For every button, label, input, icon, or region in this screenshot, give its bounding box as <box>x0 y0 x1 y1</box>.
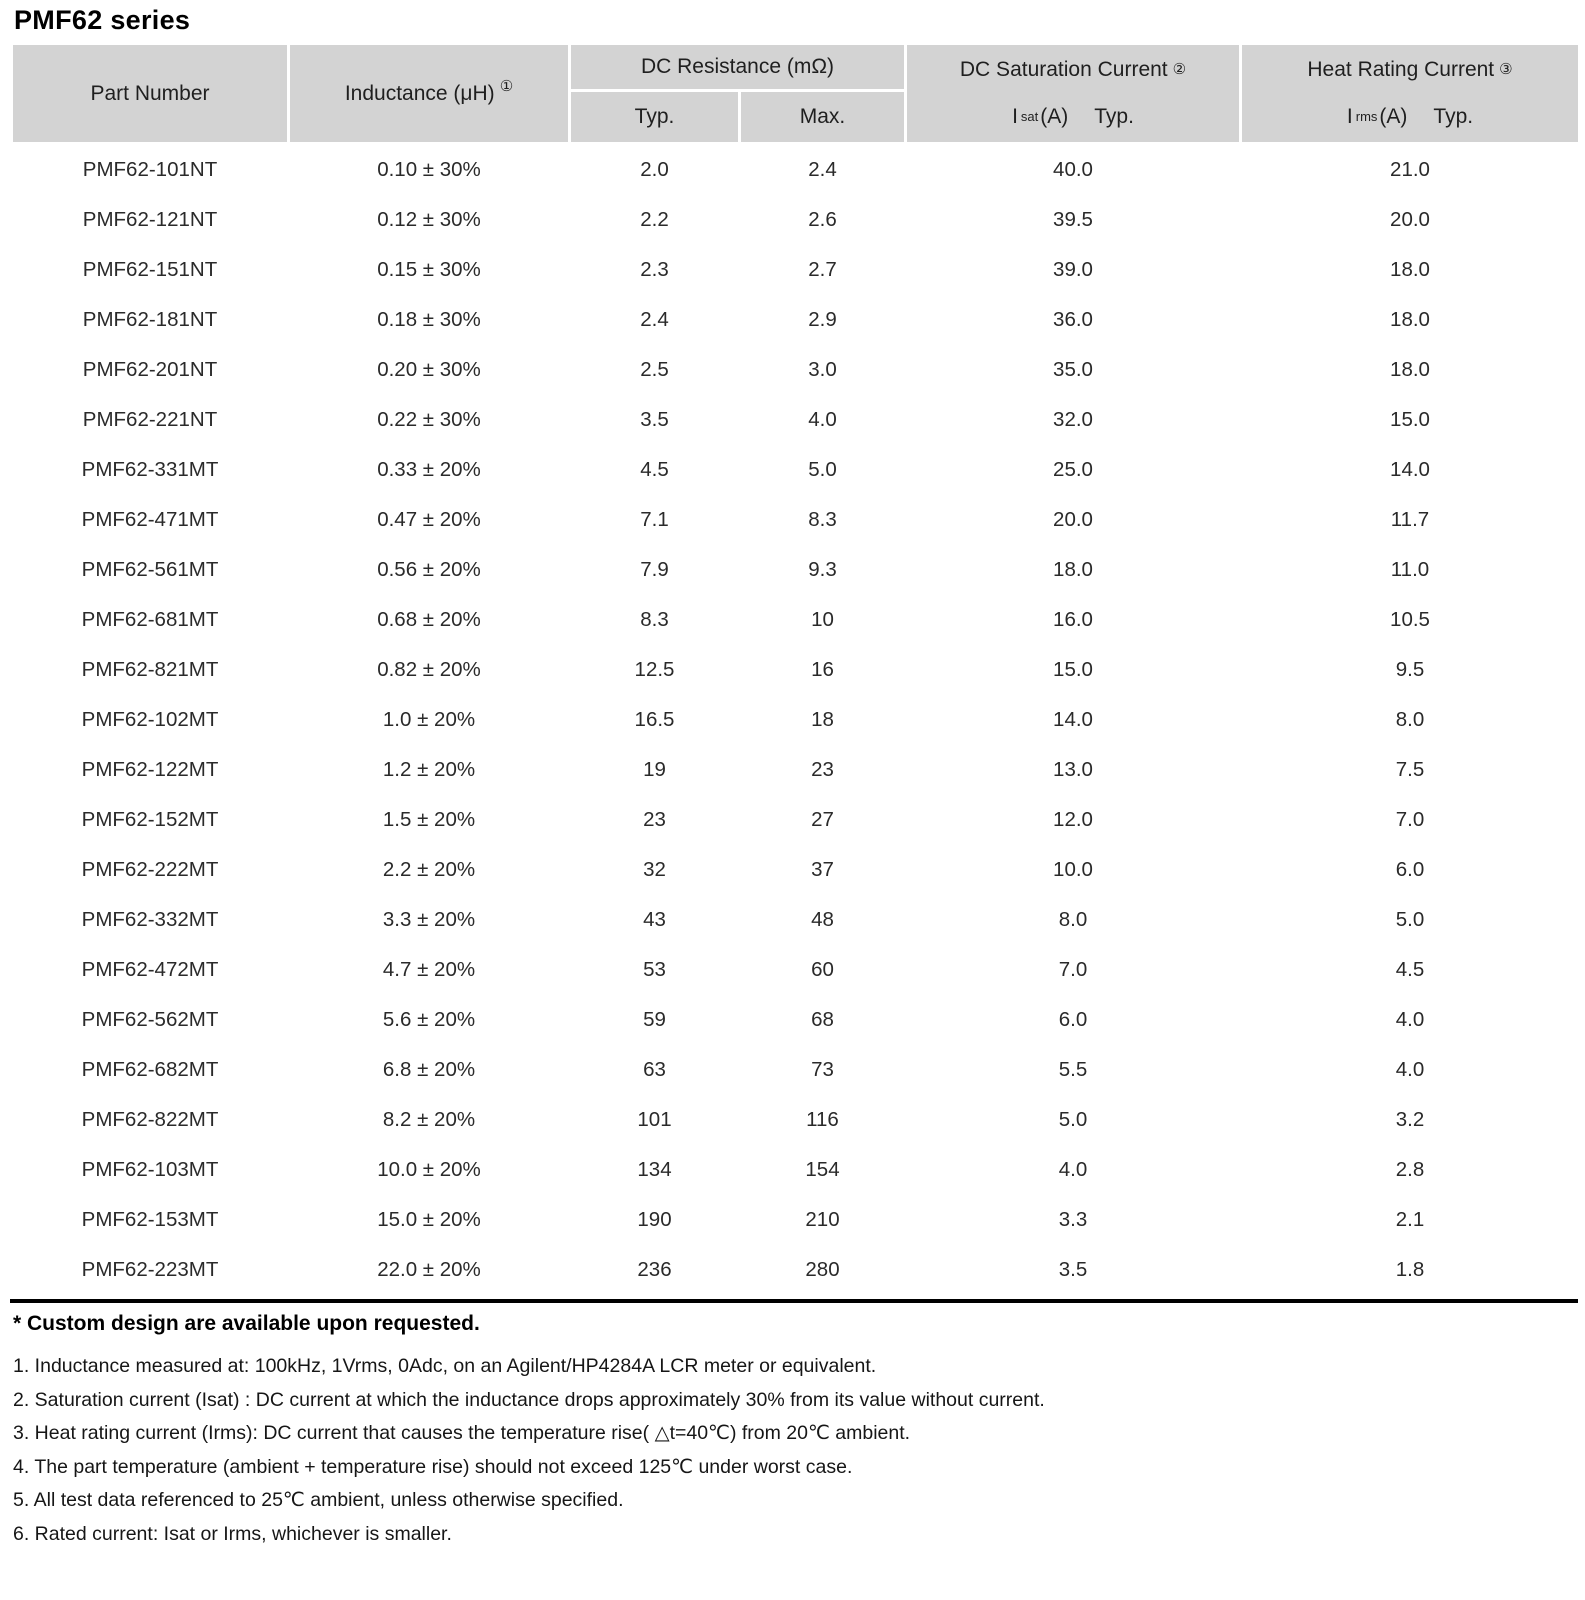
table-row <box>12 945 1580 995</box>
isat-cell: 12.0 <box>906 795 1241 845</box>
isat-cell: 13.0 <box>906 745 1241 795</box>
irms-cell: 18.0 <box>1241 345 1580 395</box>
footnote-custom-design: * Custom design are available upon requested. <box>13 1312 480 1335</box>
inductance-cell: 0.56 ± 20% <box>289 545 570 595</box>
irms-cell: 4.5 <box>1241 945 1580 995</box>
table-row <box>12 845 1580 895</box>
dcr-typ-cell: 32 <box>570 845 740 895</box>
footnotes-list <box>13 1350 1585 1551</box>
irms-cell: 14.0 <box>1241 445 1580 495</box>
isat-cell: 35.0 <box>906 345 1241 395</box>
irms-cell: 21.0 <box>1241 144 1580 196</box>
col-header-inductance <box>289 44 570 144</box>
isat-cell: 6.0 <box>906 995 1241 1045</box>
irms-cell: 18.0 <box>1241 295 1580 345</box>
isat-cell: 32.0 <box>906 395 1241 445</box>
inductance-label: Inductance (μH) <box>344 81 495 105</box>
part-number-cell: PMF62-471MT <box>12 495 289 545</box>
table-row <box>12 1195 1580 1245</box>
table-row <box>12 745 1580 795</box>
part-number-cell: PMF62-153MT <box>12 1195 289 1245</box>
dcr-typ-cell: 2.4 <box>570 295 740 345</box>
dcr-typ-cell: 8.3 <box>570 595 740 645</box>
dcr-typ-cell: 2.2 <box>570 195 740 245</box>
dcr-typ-cell: 59 <box>570 995 740 1045</box>
table-row <box>12 245 1580 295</box>
isat-cell: 8.0 <box>906 895 1241 945</box>
part-number-cell: PMF62-151NT <box>12 245 289 295</box>
dc-saturation-label: DC Saturation Current <box>959 57 1168 81</box>
dcr-max-cell: 23 <box>740 745 906 795</box>
dcr-typ-cell: 2.3 <box>570 245 740 295</box>
part-number-cell: PMF62-331MT <box>12 445 289 495</box>
irms-cell: 5.0 <box>1241 895 1580 945</box>
dcr-typ-cell: 2.0 <box>570 144 740 196</box>
table-row <box>12 345 1580 395</box>
inductance-cell: 5.6 ± 20% <box>289 995 570 1045</box>
dcr-max-cell: 280 <box>740 1245 906 1295</box>
inductance-cell: 3.3 ± 20% <box>289 895 570 945</box>
table-row <box>12 445 1580 495</box>
col-header-part-number: Part Number <box>12 44 289 144</box>
footnote-ref-1-icon: ① <box>499 77 514 95</box>
isat-cell: 4.0 <box>906 1145 1241 1195</box>
footnote-item: 6. Rated current: Isat or Irms, whichever is smaller. <box>13 1522 452 1545</box>
isat-cell: 39.0 <box>906 245 1241 295</box>
irms-cell: 7.0 <box>1241 795 1580 845</box>
irms-cell: 9.5 <box>1241 645 1580 695</box>
dcr-max-cell: 37 <box>740 845 906 895</box>
inductance-cell: 0.68 ± 20% <box>289 595 570 645</box>
col-header-dc-saturation-current: DC Saturation Current ② I sat (A) Typ. <box>906 44 1241 144</box>
isat-cell: 36.0 <box>906 295 1241 345</box>
heat-rating-label: Heat Rating Current <box>1307 57 1495 81</box>
dcr-typ-cell: 43 <box>570 895 740 945</box>
irms-cell: 2.1 <box>1241 1195 1580 1245</box>
dcr-typ-cell: 236 <box>570 1245 740 1295</box>
table-row <box>12 595 1580 645</box>
table-row <box>12 545 1580 595</box>
isat-symbol: I <box>1012 105 1018 128</box>
isat-cell: 7.0 <box>906 945 1241 995</box>
isat-unit: (A) <box>1040 105 1069 128</box>
col-header-dc-resistance: DC Resistance (mΩ) <box>570 44 906 91</box>
inductance-cell: 0.33 ± 20% <box>289 445 570 495</box>
table-row <box>12 695 1580 745</box>
dcr-max-cell: 73 <box>740 1045 906 1095</box>
dcr-typ-cell: 7.9 <box>570 545 740 595</box>
irms-cell: 6.0 <box>1241 845 1580 895</box>
dcr-typ-cell: 7.1 <box>570 495 740 545</box>
dcr-max-cell: 18 <box>740 695 906 745</box>
part-number-cell: PMF62-472MT <box>12 945 289 995</box>
footnote-item: 4. The part temperature (ambient + temperature rise) should not exceed 125℃ under worst case. <box>13 1455 853 1478</box>
dcr-typ-cell: 4.5 <box>570 445 740 495</box>
col-header-dcr-typ: Typ. <box>570 91 740 144</box>
part-number-cell: PMF62-122MT <box>12 745 289 795</box>
dcr-max-cell: 16 <box>740 645 906 695</box>
dcr-typ-cell: 190 <box>570 1195 740 1245</box>
table-row <box>12 895 1580 945</box>
table-row <box>12 144 1580 196</box>
irms-cell: 18.0 <box>1241 245 1580 295</box>
table-row <box>12 795 1580 845</box>
dcr-typ-cell: 134 <box>570 1145 740 1195</box>
isat-cell: 18.0 <box>906 545 1241 595</box>
table-row <box>12 295 1580 345</box>
irms-cell: 4.0 <box>1241 995 1580 1045</box>
irms-cell: 11.7 <box>1241 495 1580 545</box>
table-row <box>12 1145 1580 1195</box>
part-number-cell: PMF62-332MT <box>12 895 289 945</box>
inductance-cell: 4.7 ± 20% <box>289 945 570 995</box>
inductance-cell: 2.2 ± 20% <box>289 845 570 895</box>
isat-cell: 10.0 <box>906 845 1241 895</box>
dcr-max-cell: 2.9 <box>740 295 906 345</box>
part-number-cell: PMF62-562MT <box>12 995 289 1045</box>
dcr-max-cell: 9.3 <box>740 545 906 595</box>
dcr-typ-cell: 12.5 <box>570 645 740 695</box>
dcr-typ-cell: 53 <box>570 945 740 995</box>
inductance-cell: 0.47 ± 20% <box>289 495 570 545</box>
isat-cell: 14.0 <box>906 695 1241 745</box>
part-number-cell: PMF62-682MT <box>12 1045 289 1095</box>
part-number-cell: PMF62-223MT <box>12 1245 289 1295</box>
table-row <box>12 995 1580 1045</box>
irms-symbol: I <box>1346 105 1353 128</box>
footnote-item: 1. Inductance measured at: 100kHz, 1Vrms, 0Adc, on an Agilent/HP4284A LCR meter or equivalent. <box>13 1355 877 1377</box>
part-number-cell: PMF62-201NT <box>12 345 289 395</box>
dcr-max-cell: 27 <box>740 795 906 845</box>
isat-cell: 20.0 <box>906 495 1241 545</box>
table-row <box>12 1045 1580 1095</box>
dcr-max-cell: 3.0 <box>740 345 906 395</box>
dcr-typ-cell: 63 <box>570 1045 740 1095</box>
footnote-item: 3. Heat rating current (Irms): DC current that causes the temperature rise( △t=40℃) from 20℃ ambient. <box>13 1422 911 1444</box>
isat-cell: 3.5 <box>906 1245 1241 1295</box>
inductance-cell: 10.0 ± 20% <box>289 1145 570 1195</box>
isat-cell: 5.5 <box>906 1045 1241 1095</box>
inductance-cell: 0.18 ± 30% <box>289 295 570 345</box>
inductance-cell: 1.2 ± 20% <box>289 745 570 795</box>
inductance-cell: 6.8 ± 20% <box>289 1045 570 1095</box>
part-number-cell: PMF62-181NT <box>12 295 289 345</box>
table-row <box>12 1095 1580 1145</box>
part-number-cell: PMF62-561MT <box>12 545 289 595</box>
irms-qualifier: Typ. <box>1433 105 1474 128</box>
table-row <box>12 1245 1580 1295</box>
table-row <box>12 495 1580 545</box>
irms-cell: 1.8 <box>1241 1245 1580 1295</box>
irms-cell: 7.5 <box>1241 745 1580 795</box>
dcr-max-cell: 5.0 <box>740 445 906 495</box>
dcr-max-cell: 48 <box>740 895 906 945</box>
dcr-typ-cell: 23 <box>570 795 740 845</box>
col-header-heat-rating-current: Heat Rating Current ③ I rms (A) Typ. <box>1241 44 1580 144</box>
isat-cell: 15.0 <box>906 645 1241 695</box>
isat-cell: 40.0 <box>906 144 1241 196</box>
inductance-cell: 0.22 ± 30% <box>289 395 570 445</box>
inductance-cell: 15.0 ± 20% <box>289 1195 570 1245</box>
isat-cell: 25.0 <box>906 445 1241 495</box>
part-number-cell: PMF62-681MT <box>12 595 289 645</box>
inductance-cell: 0.82 ± 20% <box>289 645 570 695</box>
irms-cell: 15.0 <box>1241 395 1580 445</box>
col-header-dcr-max: Max. <box>740 91 906 144</box>
part-number-cell: PMF62-101NT <box>12 144 289 196</box>
dcr-max-cell: 68 <box>740 995 906 1045</box>
irms-cell: 20.0 <box>1241 195 1580 245</box>
dcr-typ-cell: 2.5 <box>570 345 740 395</box>
isat-qualifier: Typ. <box>1094 105 1134 128</box>
dcr-max-cell: 154 <box>740 1145 906 1195</box>
irms-cell: 10.5 <box>1241 595 1580 645</box>
parts-table <box>10 42 1581 1295</box>
inductance-cell: 22.0 ± 20% <box>289 1245 570 1295</box>
isat-cell: 3.3 <box>906 1195 1241 1245</box>
irms-cell: 8.0 <box>1241 695 1580 745</box>
dcr-typ-cell: 3.5 <box>570 395 740 445</box>
dcr-typ-cell: 101 <box>570 1095 740 1145</box>
isat-cell: 39.5 <box>906 195 1241 245</box>
dcr-max-cell: 4.0 <box>740 395 906 445</box>
irms-cell: 2.8 <box>1241 1145 1580 1195</box>
table-row <box>12 395 1580 445</box>
part-number-cell: PMF62-103MT <box>12 1145 289 1195</box>
inductance-cell: 0.12 ± 30% <box>289 195 570 245</box>
footnote-item: 2. Saturation current (Isat) : DC current at which the inductance drops approximately 30% from its value without current. <box>13 1388 1045 1411</box>
inductance-cell: 1.0 ± 20% <box>289 695 570 745</box>
dcr-max-cell: 210 <box>740 1195 906 1245</box>
dcr-typ-cell: 16.5 <box>570 695 740 745</box>
table-row <box>12 195 1580 245</box>
part-number-cell: PMF62-152MT <box>12 795 289 845</box>
dcr-max-cell: 116 <box>740 1095 906 1145</box>
inductance-cell: 1.5 ± 20% <box>289 795 570 845</box>
irms-cell: 11.0 <box>1241 545 1580 595</box>
part-number-cell: PMF62-221NT <box>12 395 289 445</box>
page-title: PMF62 series <box>14 5 191 35</box>
irms-cell: 3.2 <box>1241 1095 1580 1145</box>
dcr-typ-cell: 19 <box>570 745 740 795</box>
dcr-max-cell: 2.7 <box>740 245 906 295</box>
irms-unit: (A) <box>1379 105 1408 128</box>
dcr-max-cell: 10 <box>740 595 906 645</box>
part-number-cell: PMF62-222MT <box>12 845 289 895</box>
dcr-max-cell: 2.6 <box>740 195 906 245</box>
footnote-item: 5. All test data referenced to 25℃ ambient, unless otherwise specified. <box>13 1489 624 1511</box>
part-number-cell: PMF62-121NT <box>12 195 289 245</box>
inductance-cell: 0.15 ± 30% <box>289 245 570 295</box>
divider-rule <box>10 1299 1578 1303</box>
part-number-cell: PMF62-822MT <box>12 1095 289 1145</box>
dcr-max-cell: 60 <box>740 945 906 995</box>
table-row <box>12 645 1580 695</box>
table-body <box>12 144 1580 1296</box>
isat-cell: 5.0 <box>906 1095 1241 1145</box>
irms-cell: 4.0 <box>1241 1045 1580 1095</box>
dcr-max-cell: 2.4 <box>740 144 906 196</box>
part-number-cell: PMF62-102MT <box>12 695 289 745</box>
inductance-cell: 8.2 ± 20% <box>289 1095 570 1145</box>
inductance-cell: 0.10 ± 30% <box>289 144 570 196</box>
table-header <box>12 44 1580 144</box>
dcr-max-cell: 8.3 <box>740 495 906 545</box>
part-number-cell: PMF62-821MT <box>12 645 289 695</box>
inductance-cell: 0.20 ± 30% <box>289 345 570 395</box>
isat-cell: 16.0 <box>906 595 1241 645</box>
